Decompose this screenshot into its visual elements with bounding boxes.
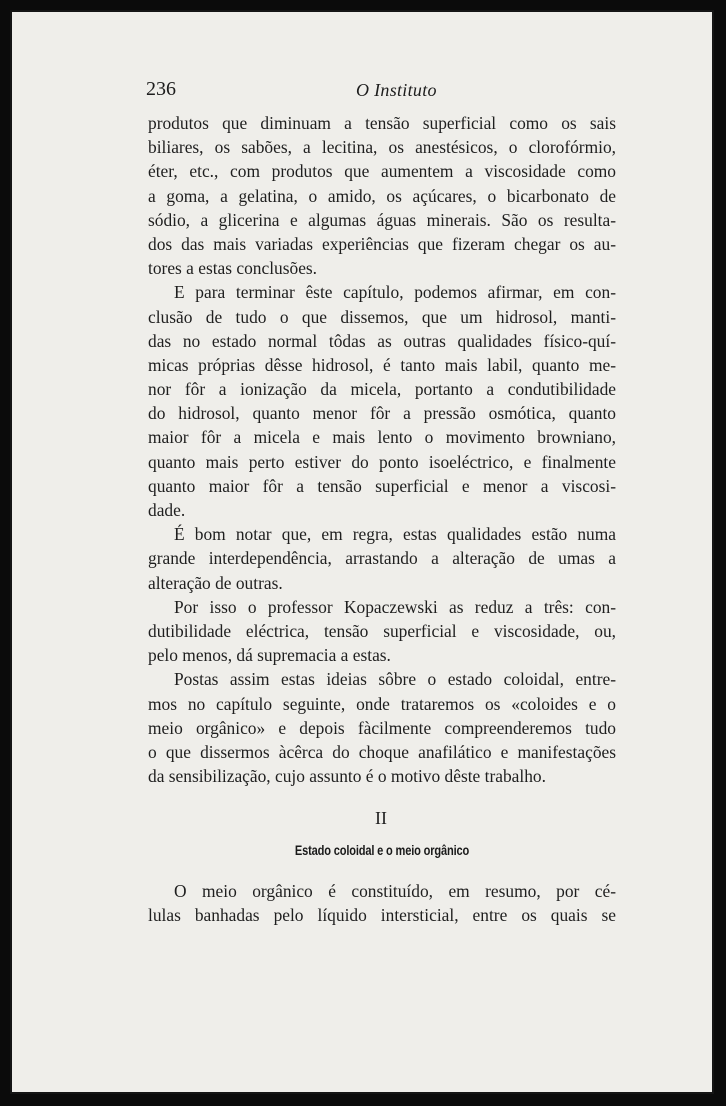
text-line: do hidrosol, quanto menor fôr a pressão osmótica, quanto <box>148 403 616 424</box>
text-line: dos das mais variadas experiências que fizeram chegar os au- <box>148 233 616 254</box>
text-line: sódio, a glicerina e algumas águas minerais. São os resulta- <box>148 209 616 230</box>
text-line: O meio orgânico é constituído, em resumo, por cé- <box>174 881 616 901</box>
text-line: dutibilidade eléctrica, tensão superficial e viscosidade, ou, <box>148 620 616 641</box>
section-number: II <box>375 808 387 828</box>
text-line: meio orgânico» e depois fàcilmente compreenderemos tudo <box>148 717 616 738</box>
text-line: o que dissermos àcêrca do choque anafilático e manifestações <box>148 741 616 762</box>
text-line: nor fôr a ionização da micela, portanto a condutibilidade <box>148 379 616 400</box>
text-line: lulas banhadas pelo líquido intersticial, entre os quais se <box>148 905 616 926</box>
text-line: produtos que diminuam a tensão superficial como os sais <box>148 113 616 133</box>
text-line: quanto maior fôr a tensão superficial e menor a viscosi- <box>148 475 616 496</box>
text-line: éter, etc., com produtos que aumentem a viscosidade como <box>148 161 616 182</box>
text-line: mos no capítulo seguinte, onde trataremos os «coloides e o <box>148 693 616 714</box>
text-line: micas próprias dêsse hidrosol, é tanto mais labil, quanto me- <box>148 354 616 375</box>
page-number: 236 <box>146 78 176 100</box>
text-line: grande interdependência, arrastando a alteração de umas a <box>148 548 616 569</box>
text-line: das no estado normal tôdas as outras qualidades físico-quí- <box>148 330 616 351</box>
text-line: maior fôr a micela e mais lento o movimento browniano, <box>148 427 616 448</box>
text-line: alteração de outras. <box>148 572 283 593</box>
text-line: Postas assim estas ideias sôbre o estado coloidal, entre- <box>174 669 616 690</box>
section-body-text <box>148 879 616 927</box>
text-line: dade. <box>148 500 186 520</box>
section-title: Estado coloidal e o meio orgânico <box>294 843 470 858</box>
page-header <box>146 78 626 108</box>
text-line: E para terminar êste capítulo, podemos afirmar, em con- <box>174 282 616 303</box>
text-line: a goma, a gelatina, o amido, os açúcares, o bicarbonato de <box>148 185 616 206</box>
text-line: quanto mais perto estiver do ponto isoeléctrico, e finalmente <box>148 451 616 472</box>
running-title: O Instituto <box>356 80 437 100</box>
text-line: É bom notar que, em regra, estas qualidades estão numa <box>174 524 616 545</box>
text-line: pelo menos, dá supremacia a estas. <box>148 645 391 666</box>
text-line: da sensibilização, cujo assunto é o motivo dêste trabalho. <box>148 766 546 787</box>
body-text <box>148 111 616 788</box>
text-line: Por isso o professor Kopaczewski as reduz a três: con- <box>174 596 616 617</box>
text-line: biliares, os sabões, a lecitina, os anestésicos, o clorofórmio, <box>148 137 616 158</box>
text-line: tores a estas conclusões. <box>148 258 318 279</box>
text-line: clusão de tudo o que dissemos, que um hidrosol, manti- <box>148 306 616 327</box>
